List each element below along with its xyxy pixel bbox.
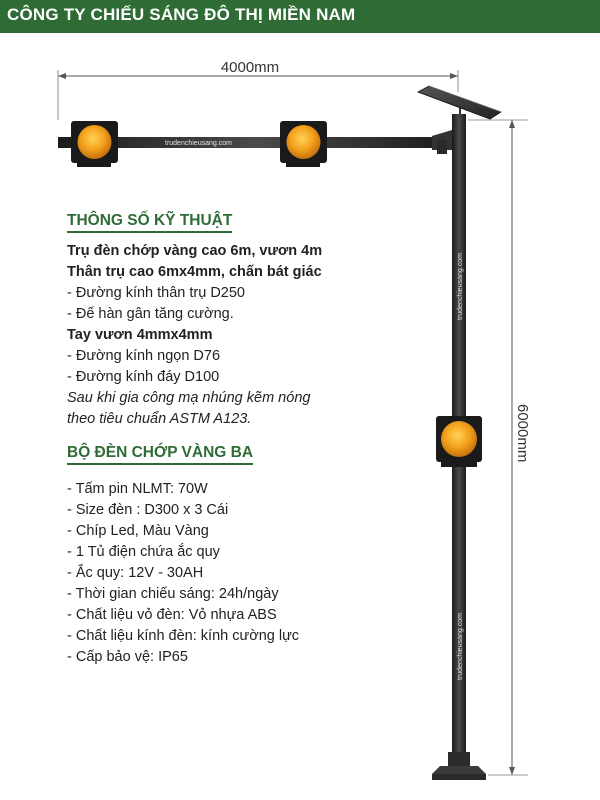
spec-line-4: - Đế hàn gân tăng cường. <box>67 306 234 322</box>
arm-watermark: trudenchieusang.com <box>165 140 232 147</box>
lamp-left <box>71 121 118 167</box>
lamp-pole <box>436 416 482 467</box>
light-item-4: - 1 Tủ điện chứa ắc quy <box>67 544 220 560</box>
spec-line-6: - Đường kính ngọn D76 <box>67 348 221 364</box>
company-title: CÔNG TY CHIẾU SÁNG ĐÔ THỊ MIỀN NAM <box>7 5 356 24</box>
pole-watermark-top: trudenchieusang.com <box>457 253 464 320</box>
arm-length-label: 4000mm <box>220 59 280 76</box>
lamp-pole-lens <box>441 421 477 457</box>
spec-line-8: Sau khi gia công mạ nhúng kẽm nóng <box>67 390 311 406</box>
lamp-middle-lens <box>287 125 321 159</box>
pole-height-label: 6000mm <box>514 404 531 463</box>
light-item-2: - Size đèn : D300 x 3 Cái <box>67 502 229 518</box>
light-item-8: - Chất liệu kính đèn: kính cường lực <box>67 628 300 644</box>
spec-line-1: Trụ đèn chớp vàng cao 6m, vươn 4m <box>67 243 323 259</box>
pole-watermark-bottom: trudenchieusang.com <box>457 613 464 680</box>
spec-line-5: Tay vươn 4mmx4mm <box>67 327 213 343</box>
spec-line-2: Thân trụ cao 6mx4mm, chấn bát giác <box>67 264 322 280</box>
light-item-7: - Chất liệu vỏ đèn: Vỏ nhựa ABS <box>67 607 277 623</box>
light-set-title: BỘ ĐÈN CHỚP VÀNG BA <box>67 444 253 465</box>
spec-line-7: - Đường kính đáy D100 <box>67 369 220 385</box>
spec-line-3: - Đường kính thân trụ D250 <box>67 285 246 301</box>
specs-panel <box>67 212 397 668</box>
light-item-5: - Ắc quy: 12V - 30AH <box>67 565 204 581</box>
lamp-middle <box>280 121 327 167</box>
specs-title: THÔNG SỐ KỸ THUẬT <box>67 212 232 233</box>
arm-dimension <box>58 59 458 120</box>
light-item-1: - Tấm pin NLMT: 70W <box>67 481 208 497</box>
spec-line-9: theo tiêu chuẩn ASTM A123. <box>67 411 252 427</box>
light-item-6: - Thời gian chiếu sáng: 24h/ngày <box>67 586 279 602</box>
light-item-3: - Chíp Led, Màu Vàng <box>67 523 209 539</box>
light-item-9: - Cấp bảo vệ: IP65 <box>67 649 188 665</box>
lamp-left-lens <box>78 125 112 159</box>
